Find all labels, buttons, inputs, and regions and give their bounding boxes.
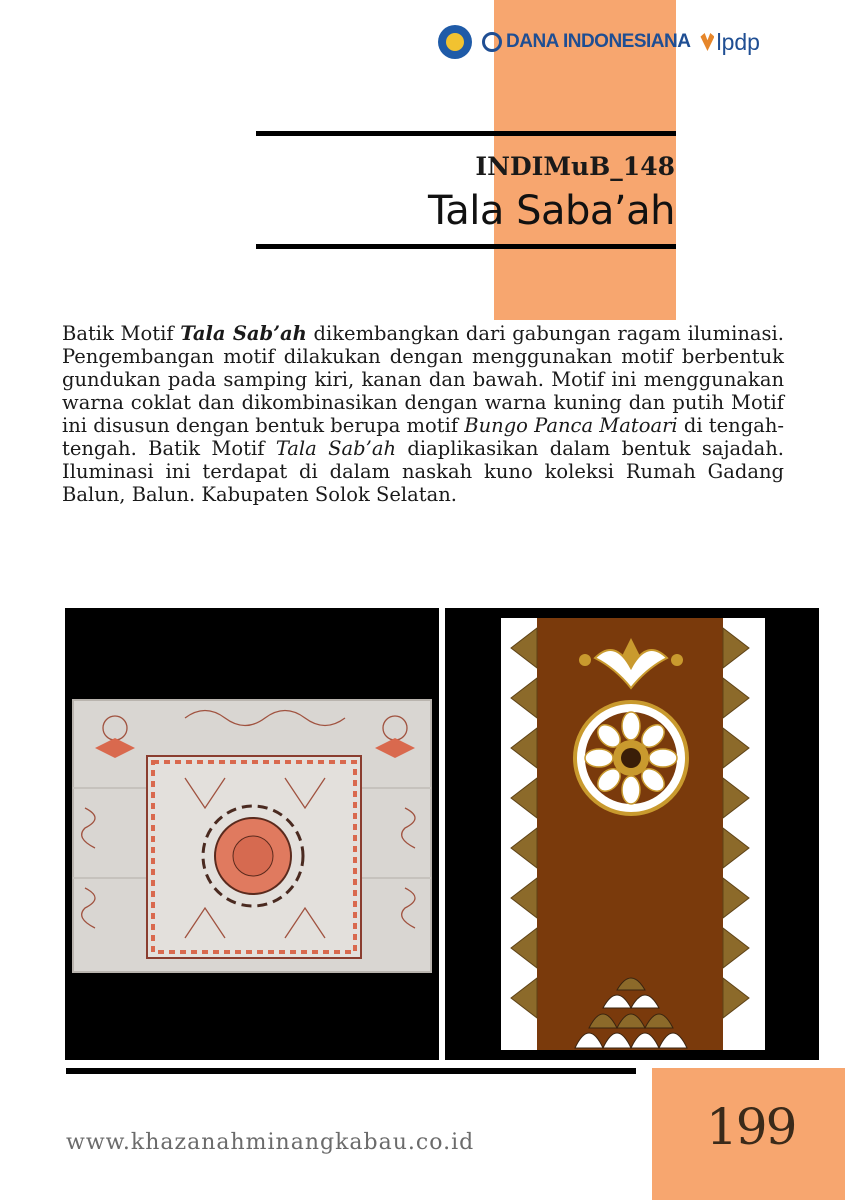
footer-rule bbox=[66, 1068, 636, 1074]
motif-code: INDIMuB_148 bbox=[475, 152, 675, 181]
dana-indonesiana-logo bbox=[480, 27, 692, 57]
page-number: 199 bbox=[706, 1098, 796, 1156]
motif-name-bold: Tala Sab’ah bbox=[180, 322, 307, 345]
dana-indonesiana-text: DANA INDONESIANA bbox=[506, 31, 691, 52]
kemendikbud-emblem-icon bbox=[438, 25, 472, 59]
lpdp-mark-icon bbox=[700, 33, 714, 51]
manuscript-photo bbox=[65, 608, 439, 1060]
lpdp-logo bbox=[700, 29, 759, 56]
batik-design-image bbox=[445, 608, 819, 1060]
lpdp-text: lpdp bbox=[716, 28, 760, 55]
sponsor-logos bbox=[438, 22, 760, 62]
website-url: www.khazanahminangkabau.co.id bbox=[66, 1130, 475, 1155]
motif-name-italic: Tala Sab’ah bbox=[275, 437, 397, 460]
motif-title: Tala Saba’ah bbox=[427, 188, 675, 234]
title-rule-bottom bbox=[256, 244, 676, 249]
dana-mark-icon bbox=[482, 32, 502, 52]
description-paragraph: Batik Motif Tala Sab’ah dikembangkan dari gabungan ragam iluminasi. Pengembangan motif dilakukan dengan menggunakan motif berbentuk gundukan pada samping kiri, kanan dan bawah. Motif ini menggunakan warna coklat dan dikombinasikan dengan warna kuning dan putih Motif ini disusun dengan bentuk berupa motif Bungo Panca Matoari di tengah-tengah. Batik Motif Tala Sab’ah diaplikasikan dalam bentuk sajadah. Iluminasi ini terdapat di dalam naskah kuno koleksi Rumah Gadang Balun, Balun. Kabupaten Solok Selatan. bbox=[62, 322, 784, 506]
bungo-panca-matoari-italic: Bungo Panca Matoari bbox=[464, 414, 678, 437]
title-rule-top bbox=[256, 131, 676, 136]
